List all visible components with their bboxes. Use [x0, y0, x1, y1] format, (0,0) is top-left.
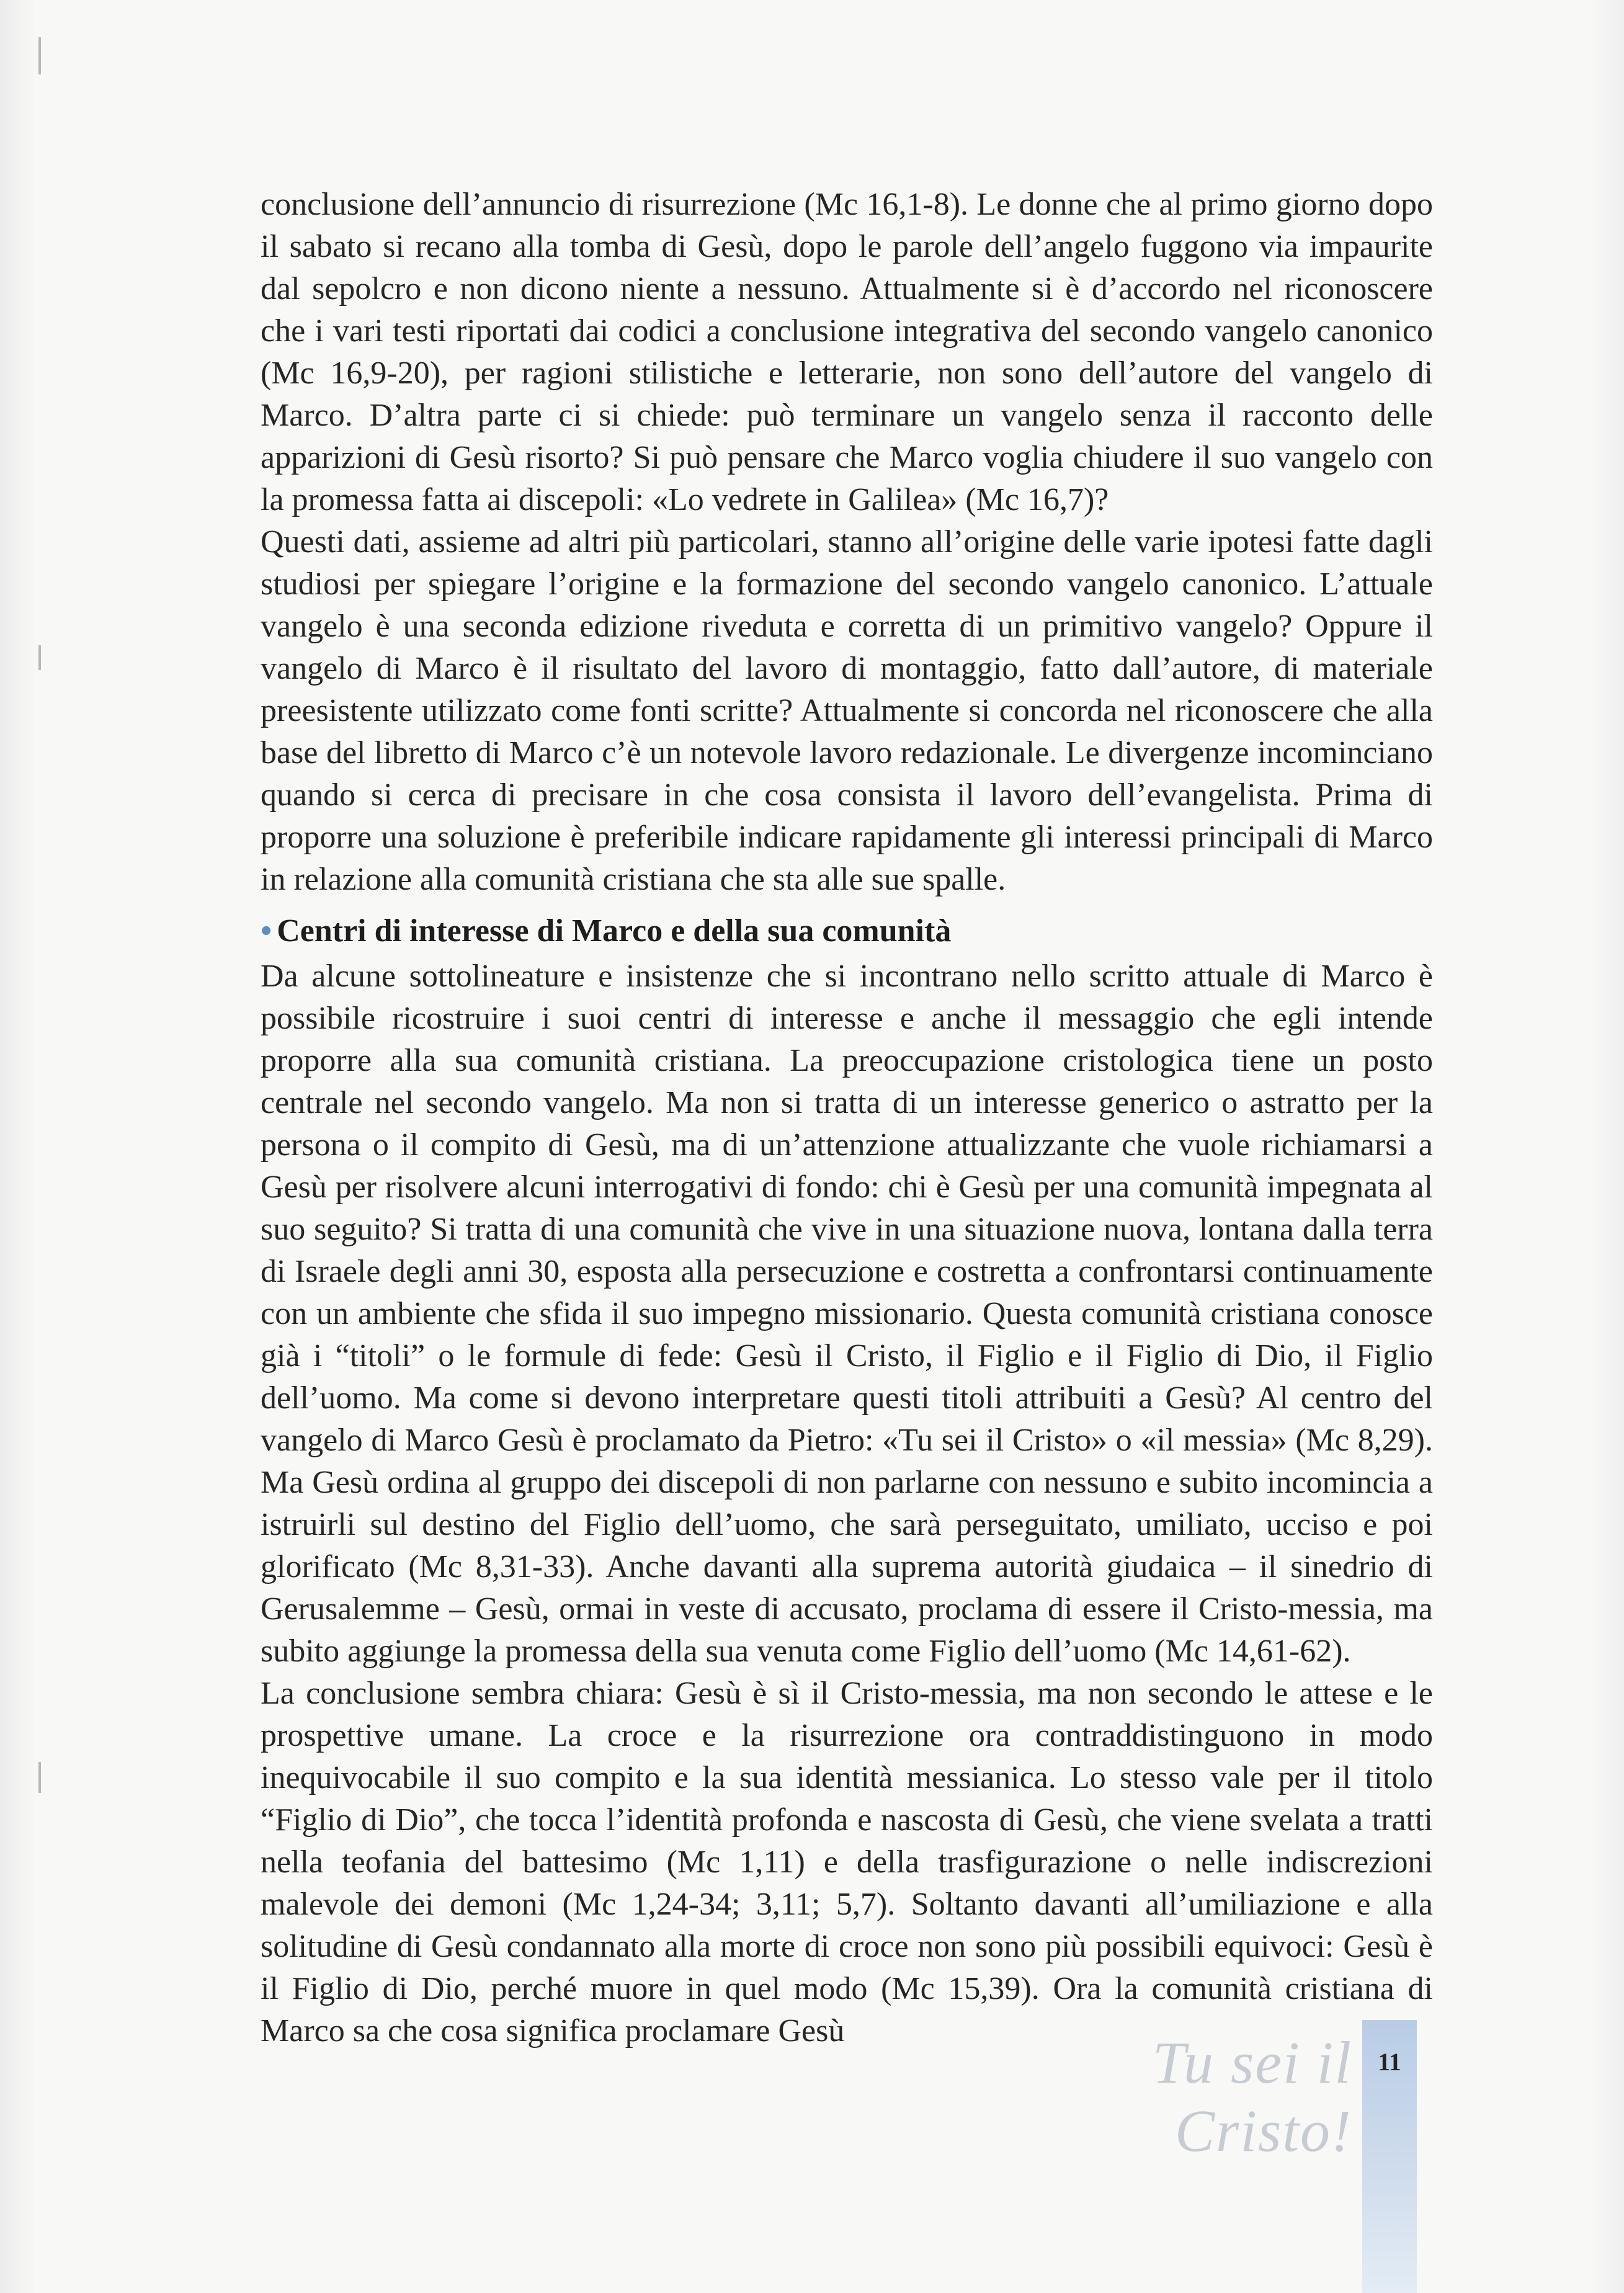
paragraph: conclusione dell’annuncio di risurrezione (Mc 16,1-8). Le donne che al primo giorno dopo il sabato si recano alla tomba di Gesù, dopo le parole dell’angelo fuggono via impaurite dal sepolcro e non dicono niente a nessuno. Attualmente si è d’accordo nel riconoscere che i vari testi riportati dai codici a conclusione integrativa del secondo vangelo canonico (Mc 16,9-20), per ragioni stilistiche e letterarie, non sono dell’autore del vangelo di Marco. D’altra parte ci si chiede: può terminare un vangelo senza il racconto delle apparizioni di Gesù risorto? Si può pensare che Marco voglia chiudere il suo vangelo con la promessa fatta ai discepoli: «Lo vedrete in Galilea» (Mc 16,7)?	[261, 187, 1433, 517]
page-number-tab	[1362, 2020, 1417, 2293]
section-heading	[261, 910, 1433, 953]
paragraph: La conclusione sembra chiara: Gesù è sì il Cristo-messia, ma non secondo le attese e le prospettive umane. La croce e la risurrezione ora contraddistinguono in modo inequivocabile il suo compito e la sua identità messianica. Lo stesso vale per il titolo “Figlio di Dio”, che tocca l’identità profonda e nascosta di Gesù, che viene svelata a tratti nella teofania del battesimo (Mc 1,11) e della trasfigurazione o nelle indiscrezioni malevole dei demoni (Mc 1,24-34; 3,11; 5,7). Soltanto davanti all’umiliazione e alla solitudine di Gesù condannato alla morte di croce non sono più possibili equivoci: Gesù è il Figlio di Dio, perché muore in quel modo (Mc 15,39). Ora la comunità cristiana di Marco sa che cosa significa proclamare Gesù	[261, 1676, 1433, 2049]
page-number: 11	[1378, 2048, 1401, 2076]
paragraph: Da alcune sottolineature e insistenze che si incontrano nello scritto attuale di Marco è possibile ricostruire i suoi centri di interesse e anche il messaggio che egli intende proporre alla sua comunità cristiana. La preoccupazione cristologica tiene un posto centrale nel secondo vangelo. Ma non si tratta di un interesse generico o astratto per la persona o il compito di Gesù, ma di un’attenzione attualizzante che vuole richiamarsi a Gesù per risolvere alcuni interrogativi di fondo: chi è Gesù per una comunità impegnata al suo seguito? Si tratta di una comunità che vive in una situazione nuova, lontana dalla terra di Israele degli anni 30, esposta alla persecuzione e costretta a confrontarsi continuamente con un ambiente che sfida il suo impegno missionario. Questa comunità cristiana conosce già i “titoli” o le formule di fede: Gesù il Cristo, il Figlio e il Figlio di Dio, il Figlio dell’uomo. Ma come si devono interpretare questi titoli attribuiti a Gesù? Al centro del vangelo di Marco Gesù è proclamato da Pietro: «Tu sei il Cristo» o «il messia» (Mc 8,29). Ma Gesù ordina al gruppo dei discepoli di non parlarne con nessuno e subito incomincia a istruirli sul destino del Figlio dell’uomo, che sarà perseguitato, umiliato, ucciso e poi glorificato (Mc 8,31-33). Anche davanti alla suprema autorità giudaica – il sinedrio di Gerusalemme – Gesù, ormai in veste di accusato, proclama di essere il Cristo-messia, ma subito aggiunge la promessa della sua venuta come Figlio dell’uomo (Mc 14,61-62).	[261, 959, 1433, 1669]
bullet-icon: •	[261, 913, 272, 949]
scan-edge-mark	[38, 37, 41, 74]
body-text	[261, 184, 1433, 2052]
running-footer-title: Tu sei il Cristo!	[1152, 2029, 1352, 2164]
scan-edge-mark	[38, 645, 41, 670]
paragraph: Questi dati, assieme ad altri più particolari, stanno all’origine delle varie ipotesi fatte dagli studiosi per spiegare l’origine e la formazione del secondo vangelo canonico. L’attuale vangelo è una seconda edizione riveduta e corretta di un primitivo vangelo? Oppure il vangelo di Marco è il risultato del lavoro di montaggio, fatto dall’autore, di materiale preesistente utilizzato come fonti scritte? Attualmente si concorda nel riconoscere che alla base del libretto di Marco c’è un notevole lavoro redazionale. Le divergenze incominciano quando si cerca di precisare in che cosa consista il lavoro dell’evangelista. Prima di proporre una soluzione è preferibile indicare rapidamente gli interessi principali di Marco in relazione alla comunità cristiana che sta alle sue spalle.	[261, 524, 1433, 897]
section-heading-text: Centri di interesse di Marco e della sua comunità	[277, 913, 952, 949]
scan-edge-mark	[38, 1762, 41, 1793]
